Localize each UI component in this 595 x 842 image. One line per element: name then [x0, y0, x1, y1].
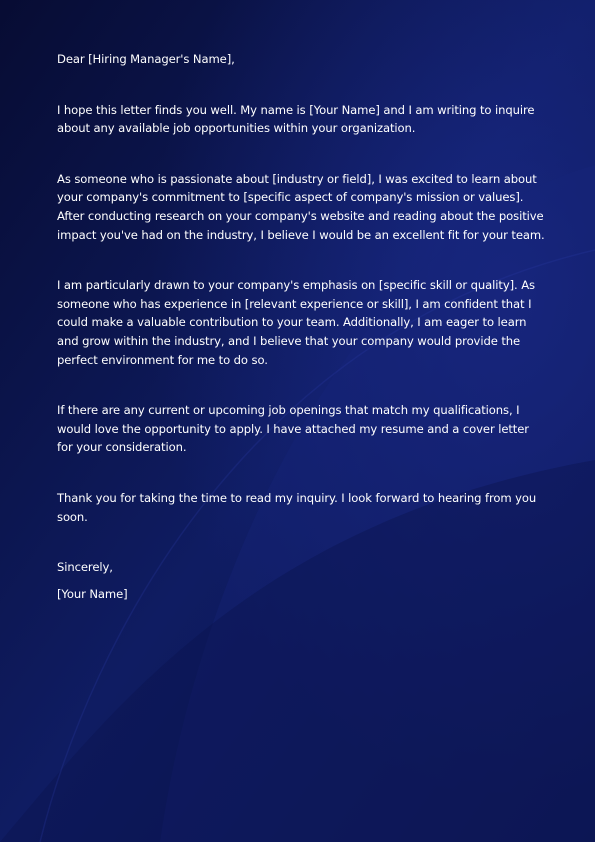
letter-greeting: Dear [Hiring Manager's Name],	[57, 52, 235, 66]
letter-signature: [Your Name]	[57, 586, 128, 601]
letter-paragraph-4: If there are any current or upcoming job openings that match my qualifications, I would love the opportunity to apply. I have attached my resume and a cover letter for your consideration.	[57, 403, 529, 455]
letter-paragraph-1: I hope this letter finds you well. My name is [Your Name] and I am writing to inquire about any available job opportunities within your organization.	[57, 102, 535, 136]
letter-paragraph-3: I am particularly drawn to your company's emphasis on [specific skill or quality]. As someone who has experience in [relevant experience or skill], I am confident that I could make a valuable contribution to your team. Additionally, I am eager to learn and grow within the industry, and I believe that your company would provide the perfect environment for me to do so.	[57, 278, 535, 367]
letter-paragraph-2: As someone who is passionate about [industry or field], I was excited to learn about your company's commitment to [specific aspect of company's mission or values]. After conducting research on your company's website and reading about the positive impact you've had on the industry, I believe I would be an excellent fit for your team.	[57, 171, 545, 242]
letter-paragraph-5: Thank you for taking the time to read my inquiry. I look forward to hearing from you soon.	[57, 490, 537, 524]
letter-body	[57, 50, 547, 603]
letter-closing: Sincerely,	[57, 560, 113, 575]
